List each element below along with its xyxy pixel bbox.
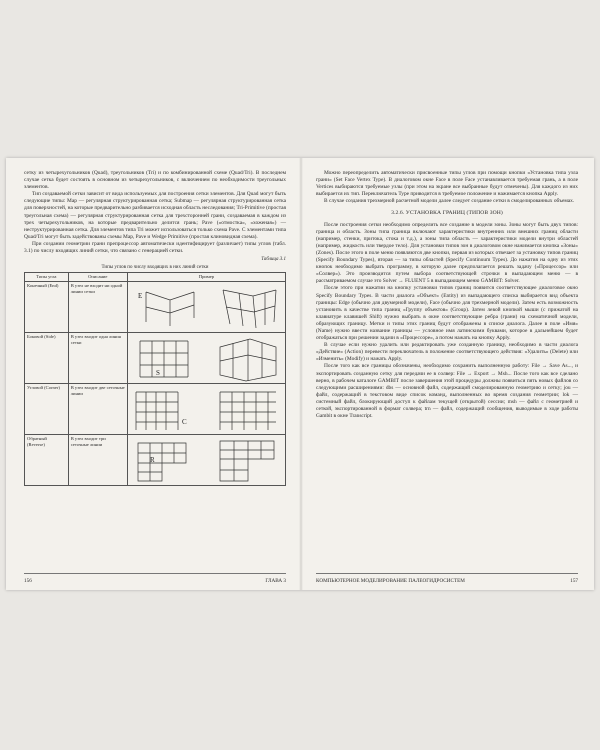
table-row	[25, 332, 286, 383]
section-heading: 3.2.6. УСТАНОВКА ГРАНИЦ (ТИПОВ ЗОН)	[391, 210, 503, 217]
table-row	[25, 434, 286, 485]
table-header-cell: Пример	[127, 273, 285, 282]
right-page	[316, 170, 578, 570]
corner-label-reverse: R	[149, 455, 155, 464]
corner-type-name: Угловой (Corner)	[25, 383, 69, 434]
left-paragraph-2: Тип создаваемой сетки зависит от вида используемых для построения сетки элементов. Для Quad могут быть следующие типы: Map — регулярная структурированная сетка; Submap — регулярная структурированная сетка для поверхностей, на которые предварительно разбивается исходная область неследования; Tri-Primitive (простая треугольная схема) — регулярная структурированная сетка для трехсторонней грани, создаваемая в каждом из трех четырехугольников, на которые предварительно делится грань; Pave («отмостка», «хоженая») — неструктурированная сетка. Для элементов типа Tri может использоваться только схема Pave. С элементами типа Quad/Tri могут быть задействованы схемы Map, Pave и Wedge Primitive (простая клиновидная схема).	[24, 191, 286, 240]
running-head-right: КОМПЬЮТЕРНОЕ МОДЕЛИРОВАНИЕ ПАЛЕОГИДРОСИСТЕМ	[316, 578, 465, 584]
corner-type-description: В узел входит две сеточные линии	[68, 383, 127, 434]
corner-type-name: Конечный (End)	[25, 281, 69, 332]
corner-label-corner: C	[181, 417, 187, 426]
right-paragraph-6: После того как все границы обозначены, необходимо сохранить выполненную работу: File → Save As..., и экспортировать созданную сетку для передачи ее в солвер: File → Export → Msh... После того как все сделано верно, в рабочем каталоге GAMBIT после завершения этой процедуры должны появиться пять новых файлов со следующими расширениями: dbs — основной файл, содержащий смоделированную геометрию и сетку; jou — файл, содержащий в текстовом виде список команд, выполненных во время создания геометрии; lok — системный файл, блокирующий доступ к файлам текущей (открытой) сессии; msh — файл с геометрией и сеткой, экспортированной в формат солвера; trn — файл, содержащий сообщения, выводимые в ходе работы Gambit в окне Transcript.	[316, 363, 578, 420]
table-header-cell: Описание	[68, 273, 127, 282]
book-spread	[6, 158, 594, 590]
right-paragraph-3: После построения сетки необходимо определить все создание в модели зоны. Зоны могут быть двух типов: граница и область. Зоны типа граница включают характеристики внутренних или внешних границ области (например, стенки, притока, стока и т.д.), а зоны типа область — характеристики модели внутри областей (например, жидкость или твердое тело). Для установки типов зон в диалоговом окне нажимается кнопка «Зоны» (Zones). После этого в поле меню появляются две кнопки, первая из которых отвечает за установку типов границ (Specify Boundary Types), вторая — за типы областей (Specify Continuum Types). До нажатия на одну из этих кнопок необходимо выбрать программу, в которую далее предполагается решать задачу («Процессор» или «Солвер»). Это производится путем выбора соответствующей строчки в выпадающем меню — в рассматриваемом случае это Solver → FLUENT 5 в выпадающем меню GAMBIT: Solver.	[316, 221, 578, 285]
table-row	[25, 383, 286, 434]
mesh-example-side	[127, 332, 285, 383]
corner-type-description: В узел входит одна линия сетки	[68, 332, 127, 383]
right-footer-rule	[316, 573, 578, 574]
corner-type-description: В узел входит три сеточные линии	[68, 434, 127, 485]
table-header-row	[25, 273, 286, 282]
mesh-example-corner	[127, 383, 285, 434]
page-number-left: 156	[24, 578, 32, 584]
corner-label-side: S	[155, 368, 160, 377]
right-paragraph-2: В случае создания трехмерной расчетной модели далее следует создание сетки в смоделированных объемах.	[324, 198, 575, 205]
mesh-example-reverse	[127, 434, 285, 485]
corner-type-name: Обратный (Reverse)	[25, 434, 69, 485]
mesh-example-end	[127, 281, 285, 332]
left-footer	[24, 578, 286, 584]
left-footer-rule	[24, 573, 286, 574]
right-paragraph-4: После этого при нажатии на кнопку установки типов границ появится соответствующее диалоговое окно Specify Boundary Types. В части диалога «Объект» (Entity) из выпадающего списка выбирается вид объекта границы: Edge (обычно для двумерной модели), Face (обычно для трехмерной модели). Затем есть возможность установить в качестве типа границ «Группу объектов» (Group). Затем левой кнопкой мыши (с прижатой на клавиатуре клавишей Shift) нужно выбрать в окне соответствующие ребра (грани) на схематичной модели, образующих границу. Метки и типы этих границ будут отображены в списке диалога. Далее в поле «Имя» (Name) нужно ввести название границы — условное имя латинскими буквами, которое в дальнейшем будет отображаться при решении задачи в «Процессоре», а потом нажать на кнопку Apply.	[316, 285, 578, 342]
right-paragraph-5: В случае если нужно удалить или редактировать уже созданную границу, необходимо в части диалога «Действие» (Action) перевести переключатель в положение соответствующего действия: «Удалить» (Delete) или «Изменить» (Modify) и нажать Apply.	[316, 342, 578, 363]
table-header-cell: Типы угла	[25, 273, 69, 282]
corner-type-description: В узел не входит ни одной линии сетки	[68, 281, 127, 332]
corner-type-name: Боковой (Side)	[25, 332, 69, 383]
table-title: Типы углов по числу входящих в них линий сетки	[101, 265, 209, 271]
left-paragraph-3: При создании геометрии грани препроцессор автоматически идентифицирует (различает) типы углов (табл. 3.1) по числу входящих линий сетки, что связано с генерацией сетки.	[24, 240, 286, 255]
right-paragraph-1: Можно переопределить автоматически присвоенные типы углов при помощи кнопки «Установка типа узла грани» (Set Face Vertex Type). В диалоговом окне Face в поле Face устанавливается требуемая грань, а в поле Vertices выбираются требуемые узлы (при этом на экране все выбранные будут отмечены). Для каждого из них выбирается их тип. Переключатель Type приводится в требуемое положение и нажимается кнопка Apply.	[316, 170, 578, 198]
book-gutter	[299, 158, 303, 590]
corner-label-end: E	[137, 291, 143, 300]
right-footer	[316, 578, 578, 584]
left-page	[24, 170, 286, 570]
table-label: Таблица 3.1	[261, 257, 286, 263]
table-row	[25, 281, 286, 332]
corner-types-table	[24, 272, 286, 486]
page-number-right: 157	[570, 578, 578, 584]
left-paragraph-1: сетку из четырехугольников (Quad), треугольников (Tri) и по комбинированной схеме (Quad/Tri). В последнем случае сетка будет состоять в основном из четырехугольников, с включением по необходимости треугольных элементов.	[24, 170, 286, 191]
running-head-left: ГЛАВА 3	[265, 578, 286, 584]
